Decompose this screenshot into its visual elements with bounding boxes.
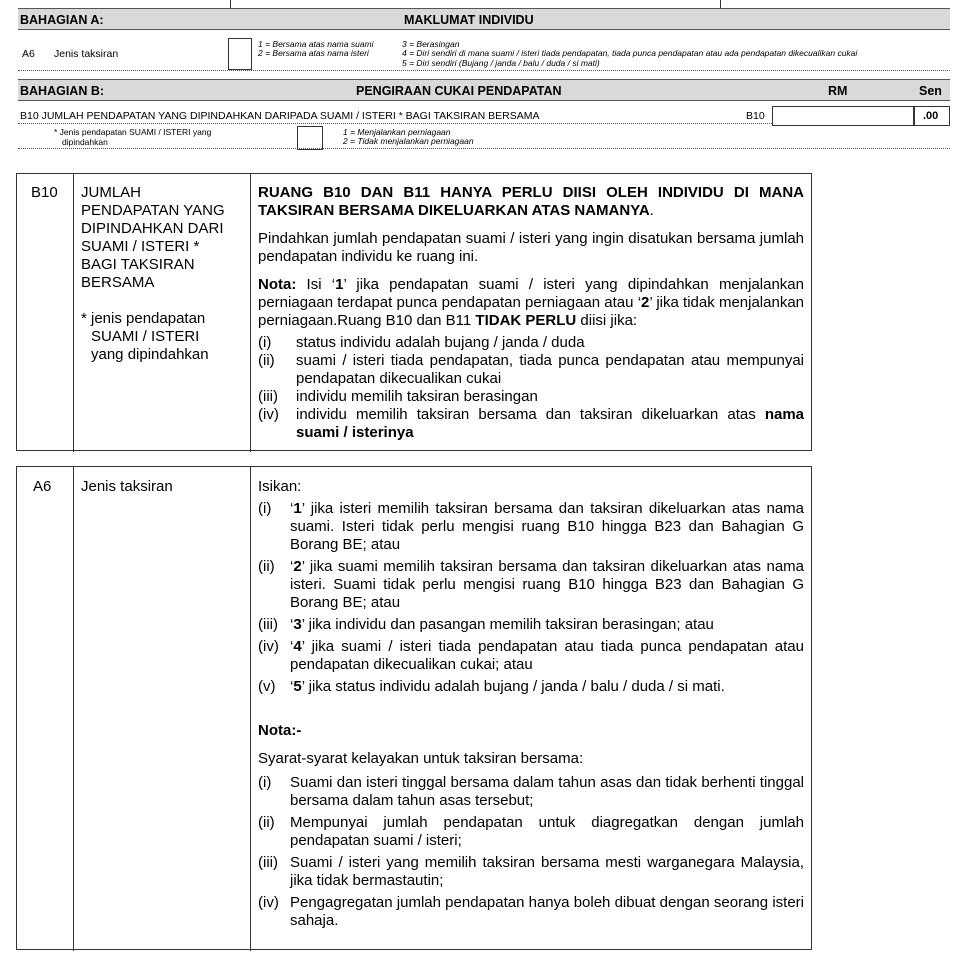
b10-sen-value: .00 (923, 110, 939, 122)
b10-title-line: DIPINDAHKAN DARI (81, 220, 224, 237)
a6-code-cell: A6 (33, 478, 52, 495)
b10-sub-divider (18, 148, 950, 149)
b10-list-item: (iii) individu memilih taksiran berasingan (258, 388, 538, 405)
b10-note-emphasis: TIDAK PERLU (475, 312, 577, 329)
a6-option-3: 3 = Berasingan (402, 39, 460, 49)
a6-option-item: (i) ‘1’ jika isteri memilih taksiran bersama dan taksiran dikeluarkan atas nama suami. Isteri tidak perlu mengisi ruang B10 hingga B23 dan Bahagian G Borang BE; atau (258, 500, 804, 553)
b10-subtitle-line: SUAMI / ISTERI (91, 328, 200, 345)
b10-title-cell (81, 184, 249, 364)
b10-paragraph: Pindahkan jumlah pendapatan suami / isteri yang ingin disatukan bersama jumlah pendapatan individu ke ruang ini. (258, 230, 804, 265)
a6-description-cell (258, 478, 804, 930)
a6-condition-item: (i) Suami dan isteri tinggal bersama dalam tahun asas dan tidak berhenti tinggal bersama dalam tahun asas tersebut; (258, 774, 804, 809)
b10-note: Nota: Isi ‘1’ jika pendapatan suami / isteri yang dipindahkan menjalankan perniagaan terdapat punca pendapatan perniagaan atau ‘2’ jika tidak menjalankan perniagaan.Ruang B10 dan B11 TIDAK PERLU diisi jika: (258, 276, 805, 329)
a6-label: Jenis taksiran (54, 48, 119, 60)
a6-intro: Isikan: (258, 478, 302, 495)
a6-option-1: 1 = Bersama atas nama suami (258, 39, 374, 49)
a6-option-item: (iii) ‘3’ jika individu dan pasangan memilih taksiran berasingan; atau (258, 616, 714, 633)
column-divider (250, 467, 251, 951)
a6-conditions-intro: Syarat-syarat kelayakan untuk taksiran bersama: (258, 750, 584, 767)
b10-subtitle-line: * jenis pendapatan (81, 310, 206, 327)
a6-code: A6 (22, 48, 35, 60)
a6-label-cell: Jenis taksiran (81, 478, 173, 495)
a6-option-item: (iv) ‘4’ jika suami / isteri tiada pendapatan atau tiada punca pendapatan atau pendapatan dikecualikan cukai; atau (258, 638, 804, 673)
column-sen-label: Sen (919, 84, 942, 98)
top-rule (720, 0, 721, 8)
b10-row-code: B10 (746, 110, 765, 122)
b10-code-cell: B10 (31, 184, 58, 201)
a6-input-box[interactable] (228, 38, 252, 70)
b10-list-item: (iv) individu memilih taksiran bersama dan taksiran dikeluarkan atas nama suami / isterinya (258, 406, 804, 441)
b10-explanation-table (16, 173, 812, 451)
section-b-title: PENGIRAAN CUKAI PENDAPATAN (356, 84, 562, 98)
a6-option-item: (ii) ‘2’ jika suami memilih taksiran bersama dan taksiran dikeluarkan atas nama isteri. Suami tidak perlu mengisi ruang B10 hingga B23 dan Bahagian G Borang BE; atau (258, 558, 804, 611)
a6-explanation-table (16, 466, 812, 950)
a6-condition-item: (iv) Pengagregatan jumlah pendapatan hanya boleh dibuat dengan seorang isteri sahaja. (258, 894, 804, 929)
a6-note-label: Nota:- (258, 722, 302, 739)
a6-option-2: 2 = Bersama atas nama isteri (258, 48, 369, 58)
column-rm-label: RM (828, 84, 848, 98)
column-divider (73, 467, 74, 951)
section-b-header (18, 79, 950, 101)
b10-rm-input[interactable] (772, 106, 914, 126)
b10-note-label: Nota: (258, 276, 297, 293)
top-rule (230, 0, 231, 8)
b10-type-input[interactable] (297, 126, 323, 150)
a6-option-item: (v) ‘5’ jika status individu adalah bujang / janda / balu / duda / si mati. (258, 678, 725, 695)
b10-heading: RUANG B10 DAN B11 HANYA PERLU DIISI OLEH INDIVIDU DI MANA TAKSIRAN BERSAMA DIKELUARKAN ATAS NAMANYA (258, 184, 804, 219)
b10-type-option-1: 1 = Menjalankan perniagaan (343, 127, 451, 137)
b10-sen-input[interactable] (914, 106, 950, 126)
b10-row-label: B10 JUMLAH PENDAPATAN YANG DIPINDAHKAN DARIPADA SUAMI / ISTERI * BAGI TAKSIRAN BERSAMA (20, 110, 540, 122)
b10-title-line: JUMLAH (81, 184, 142, 201)
b10-row-divider (18, 123, 772, 124)
b10-title-line: BERSAMA (81, 274, 155, 291)
section-a-label: BAHAGIAN A: (20, 13, 104, 27)
a6-option-4: 4 = Diri sendiri di mana suami / isteri tiada pendapatan, tiada punca pendapatan atau ada pendapatan dikecualikan cukai (402, 48, 858, 58)
b10-sub-label: * Jenis pendapatan SUAMI / ISTERI yang (54, 127, 212, 137)
b10-type-option-2: 2 = Tidak menjalankan perniagaan (343, 136, 474, 146)
b10-title-line: BAGI TAKSIRAN (81, 256, 195, 273)
b10-title-line: SUAMI / ISTERI * (81, 238, 200, 255)
b10-list-item: (i) status individu adalah bujang / janda / duda (258, 334, 585, 351)
column-divider (73, 174, 74, 452)
b10-sub-label-2: dipindahkan (62, 137, 108, 147)
b10-list-item: (ii) suami / isteri tiada pendapatan, tiada punca pendapatan atau mempunyai pendapatan dikecualikan cukai (258, 352, 804, 387)
a6-condition-item: (ii) Mempunyai jumlah pendapatan untuk diagregatkan dengan jumlah pendapatan suami / isteri; (258, 814, 804, 849)
b10-description-cell (258, 184, 804, 442)
a6-condition-item: (iii) Suami / isteri yang memilih taksiran bersama mesti warganegara Malaysia, jika tidak bermastautin; (258, 854, 804, 889)
column-divider (250, 174, 251, 452)
a6-row-divider (18, 70, 950, 71)
b10-subtitle-line: yang dipindahkan (91, 346, 209, 363)
b10-heading-end: . (649, 202, 654, 219)
b10-title-line: PENDAPATAN YANG (81, 202, 225, 219)
section-b-label: BAHAGIAN B: (20, 84, 105, 98)
section-a-header (18, 8, 950, 30)
a6-option-5: 5 = Diri sendiri (Bujang / janda / balu / duda / si mati) (402, 58, 600, 68)
section-a-title: MAKLUMAT INDIVIDU (404, 13, 534, 27)
